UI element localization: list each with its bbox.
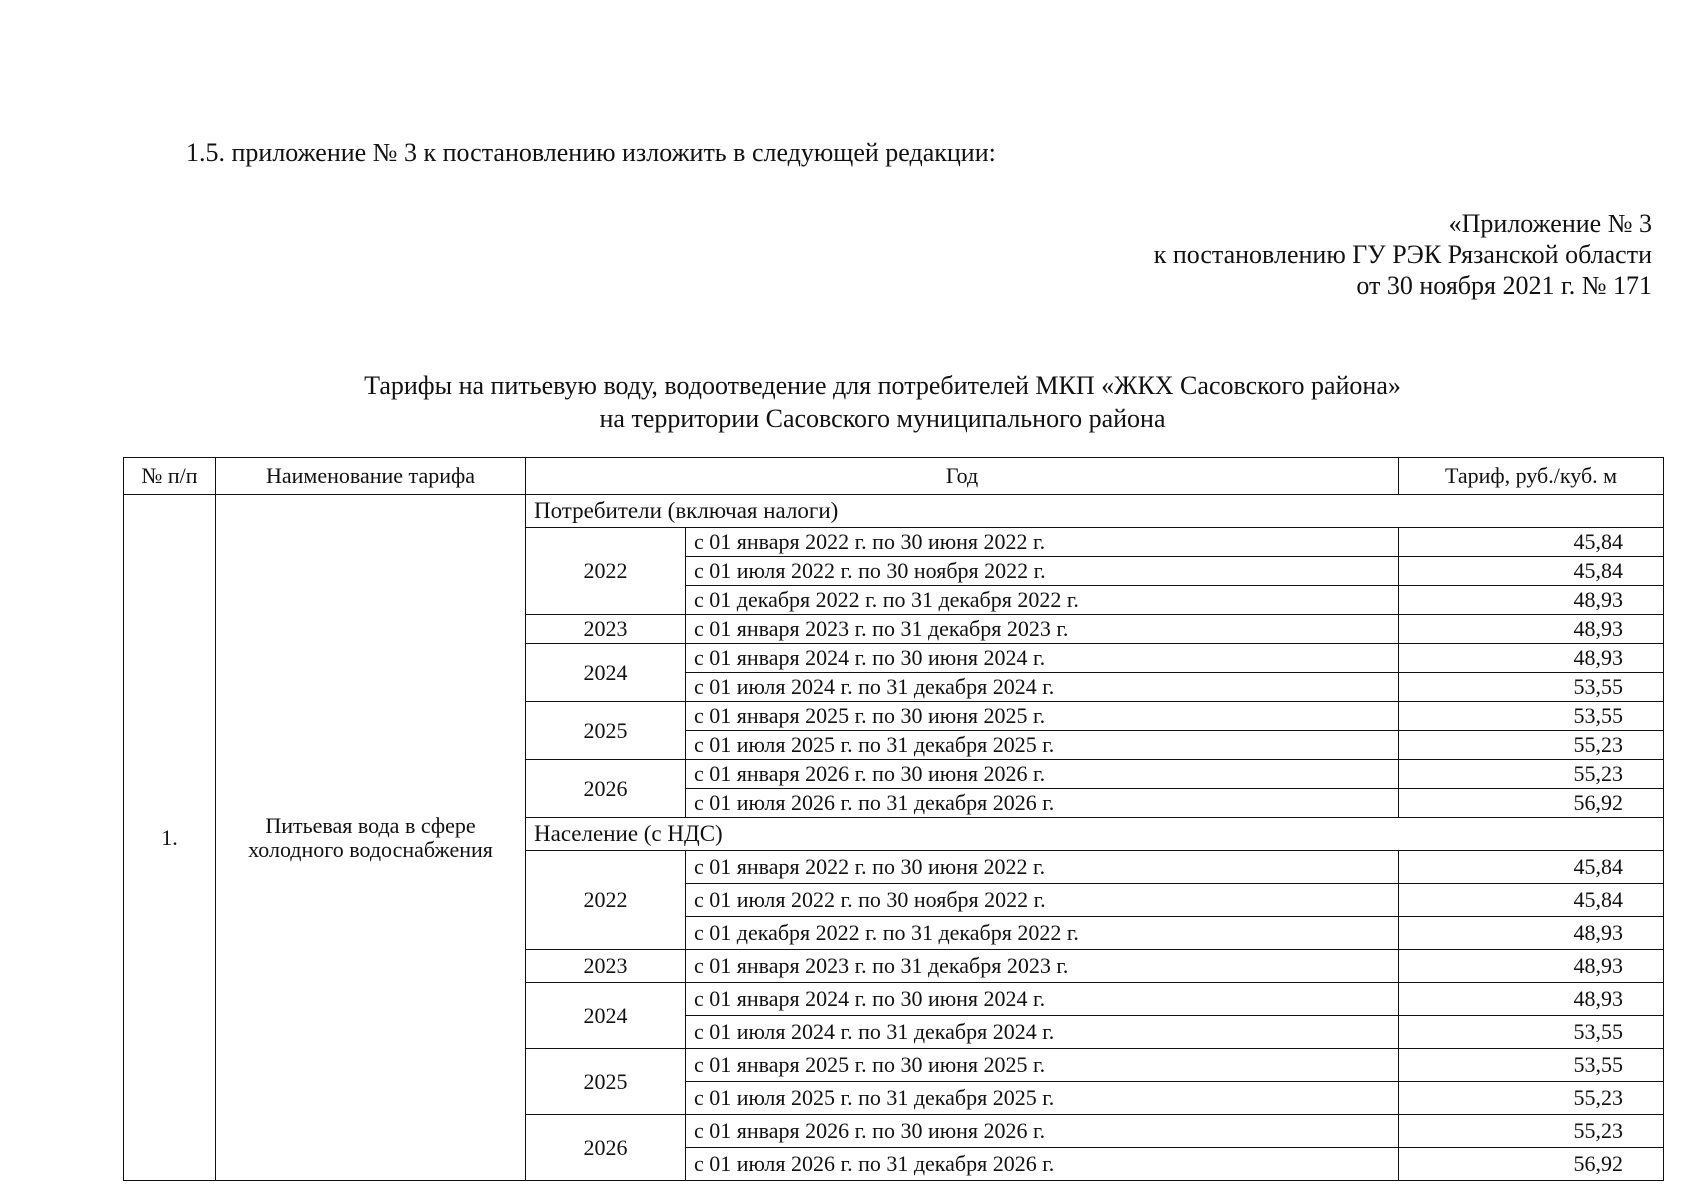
tariff-value-cell: 55,23 xyxy=(1399,1115,1664,1148)
tariff-value-cell: 45,84 xyxy=(1399,557,1664,586)
year-cell: 2024 xyxy=(526,644,686,702)
document-title xyxy=(120,369,1645,435)
item-name: Питьевая вода в сфере холодного водоснабжения xyxy=(216,495,526,1181)
year-cell: 2022 xyxy=(526,851,686,950)
period-cell: с 01 июля 2024 г. по 31 декабря 2024 г. xyxy=(686,673,1399,702)
period-cell: с 01 января 2026 г. по 30 июня 2026 г. xyxy=(686,760,1399,789)
tariff-value-cell: 48,93 xyxy=(1399,917,1664,950)
tariff-table xyxy=(123,457,1664,1181)
tariff-value-cell: 53,55 xyxy=(1399,1016,1664,1049)
tariff-value-cell: 53,55 xyxy=(1399,1049,1664,1082)
period-cell: с 01 июля 2025 г. по 31 декабря 2025 г. xyxy=(686,1082,1399,1115)
period-cell: с 01 января 2022 г. по 30 июня 2022 г. xyxy=(686,851,1399,884)
intro-paragraph: 1.5. приложение № 3 к постановлению изложить в следующей редакции: xyxy=(186,138,996,167)
table-header-row xyxy=(124,458,1664,495)
tariff-value-cell: 45,84 xyxy=(1399,851,1664,884)
period-cell: с 01 июля 2022 г. по 30 ноября 2022 г. xyxy=(686,884,1399,917)
header-name: Наименование тарифа xyxy=(216,458,526,495)
period-cell: с 01 января 2024 г. по 30 июня 2024 г. xyxy=(686,644,1399,673)
year-cell: 2023 xyxy=(526,615,686,644)
period-cell: с 01 января 2025 г. по 30 июня 2025 г. xyxy=(686,1049,1399,1082)
period-cell: с 01 января 2022 г. по 30 июня 2022 г. xyxy=(686,528,1399,557)
header-year: Год xyxy=(526,458,1399,495)
tariff-value-cell: 48,93 xyxy=(1399,615,1664,644)
tariff-value-cell: 48,93 xyxy=(1399,644,1664,673)
year-cell: 2025 xyxy=(526,702,686,760)
group-row xyxy=(124,495,1664,528)
year-cell: 2024 xyxy=(526,983,686,1049)
tariff-value-cell: 45,84 xyxy=(1399,528,1664,557)
header-tariff: Тариф, руб./куб. м xyxy=(1399,458,1664,495)
group-label: Потребители (включая налоги) xyxy=(526,495,1664,528)
period-cell: с 01 января 2026 г. по 30 июня 2026 г. xyxy=(686,1115,1399,1148)
period-cell: с 01 декабря 2022 г. по 31 декабря 2022 г. xyxy=(686,586,1399,615)
year-cell: 2025 xyxy=(526,1049,686,1115)
period-cell: с 01 января 2023 г. по 31 декабря 2023 г. xyxy=(686,950,1399,983)
year-cell: 2023 xyxy=(526,950,686,983)
appendix-line-2: к постановлению ГУ РЭК Рязанской области xyxy=(1153,240,1652,269)
tariff-value-cell: 53,55 xyxy=(1399,673,1664,702)
tariff-value-cell: 55,23 xyxy=(1399,731,1664,760)
period-cell: с 01 июля 2025 г. по 31 декабря 2025 г. xyxy=(686,731,1399,760)
period-cell: с 01 декабря 2022 г. по 31 декабря 2022 г. xyxy=(686,917,1399,950)
tariff-value-cell: 55,23 xyxy=(1399,1082,1664,1115)
period-cell: с 01 января 2025 г. по 30 июня 2025 г. xyxy=(686,702,1399,731)
period-cell: с 01 января 2023 г. по 31 декабря 2023 г. xyxy=(686,615,1399,644)
appendix-line-3: от 30 ноября 2021 г. № 171 xyxy=(1356,271,1652,300)
period-cell: с 01 июля 2022 г. по 30 ноября 2022 г. xyxy=(686,557,1399,586)
period-cell: с 01 июля 2026 г. по 31 декабря 2026 г. xyxy=(686,1148,1399,1181)
tariff-value-cell: 45,84 xyxy=(1399,884,1664,917)
tariff-value-cell: 48,93 xyxy=(1399,586,1664,615)
appendix-line-1: «Приложение № 3 xyxy=(1448,209,1652,238)
period-cell: с 01 января 2024 г. по 30 июня 2024 г. xyxy=(686,983,1399,1016)
tariff-value-cell: 53,55 xyxy=(1399,702,1664,731)
item-number: 1. xyxy=(124,495,216,1181)
header-num: № п/п xyxy=(124,458,216,495)
group-label: Население (с НДС) xyxy=(526,818,1664,851)
tariff-value-cell: 48,93 xyxy=(1399,983,1664,1016)
period-cell: с 01 июля 2024 г. по 31 декабря 2024 г. xyxy=(686,1016,1399,1049)
tariff-value-cell: 56,92 xyxy=(1399,1148,1664,1181)
tariff-value-cell: 48,93 xyxy=(1399,950,1664,983)
title-line-2: на территории Сасовского муниципального района xyxy=(599,404,1166,433)
title-line-1: Тарифы на питьевую воду, водоотведение для потребителей МКП «ЖКХ Сасовского района» xyxy=(364,371,1401,400)
year-cell: 2026 xyxy=(526,760,686,818)
year-cell: 2022 xyxy=(526,528,686,615)
tariff-value-cell: 55,23 xyxy=(1399,760,1664,789)
appendix-reference xyxy=(1154,208,1652,301)
year-cell: 2026 xyxy=(526,1115,686,1181)
tariff-value-cell: 56,92 xyxy=(1399,789,1664,818)
period-cell: с 01 июля 2026 г. по 31 декабря 2026 г. xyxy=(686,789,1399,818)
